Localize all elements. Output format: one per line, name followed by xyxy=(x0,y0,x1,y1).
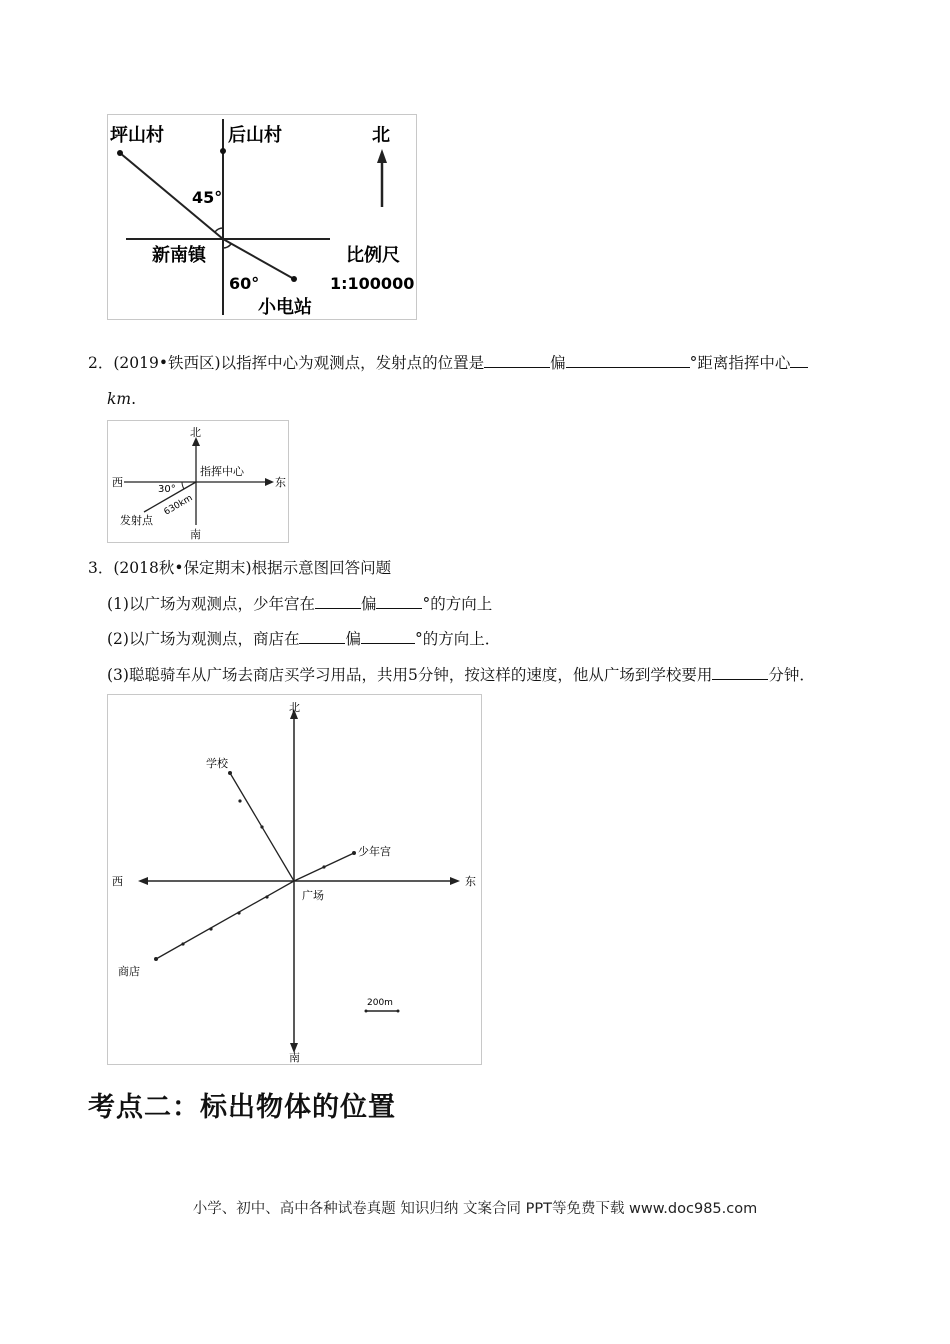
figure-launch-map xyxy=(107,420,289,543)
pingshan-point xyxy=(117,150,123,156)
figure-square-map xyxy=(107,694,482,1065)
question-3-part-2 xyxy=(107,628,500,649)
houshan-point xyxy=(220,148,226,154)
q3-source: (2018秋•保定期末) xyxy=(113,559,252,577)
q2-end: . xyxy=(131,390,137,408)
label-scale-title: 比例尺 xyxy=(346,245,400,266)
q3-2-blank-angle[interactable] xyxy=(361,628,415,644)
q3-1-b: 偏 xyxy=(360,595,377,613)
question-3 xyxy=(88,558,391,578)
q2-blank-distance[interactable] xyxy=(790,352,808,368)
f2-angle: 30° xyxy=(158,484,176,495)
q3-1-blank-angle[interactable] xyxy=(376,593,422,609)
f2-center: 指挥中心 xyxy=(200,465,244,478)
q3-number: 3． xyxy=(88,559,114,577)
q3-2-c: °的方向上． xyxy=(414,630,501,648)
q2-blank-angle[interactable] xyxy=(566,352,690,368)
f3-north: 北 xyxy=(289,701,300,714)
f3-east: 东 xyxy=(465,875,476,888)
f3-school: 学校 xyxy=(206,757,228,770)
q2-number: 2． xyxy=(88,354,114,372)
f2-west: 西 xyxy=(112,476,123,489)
f2-north: 北 xyxy=(190,426,201,439)
question-3-part-3 xyxy=(107,664,815,685)
q3-2-b: 偏 xyxy=(345,630,361,648)
label-xinnan: 新南镇 xyxy=(152,245,206,266)
question-2-unit-line xyxy=(107,389,136,409)
q2-text-c: °距离指挥中心 xyxy=(689,354,791,372)
f2-south: 南 xyxy=(190,528,201,541)
q2-text-b: 偏 xyxy=(550,354,566,372)
f3-scale: 200m xyxy=(367,998,393,1008)
q3-3-a: (3)聪聪骑车从广场去商店买学习用品，共用5分钟，按这样的速度，他从广场到学校要用 xyxy=(107,666,713,684)
label-station: 小电站 xyxy=(258,297,312,318)
station-point xyxy=(291,276,297,282)
q3-1-blank-direction[interactable] xyxy=(315,593,361,609)
f2-distance: 630km xyxy=(162,493,195,518)
q2-blank-direction[interactable] xyxy=(484,352,550,368)
f2-launch: 发射点 xyxy=(120,514,153,527)
q2-text-a: 以指挥中心为观测点，发射点的位置是 xyxy=(220,354,485,372)
label-angle-60: 60° xyxy=(229,274,260,293)
label-pingshan: 坪山村 xyxy=(110,125,164,146)
q3-1-c: °的方向上 xyxy=(422,595,493,613)
question-2 xyxy=(88,352,808,373)
q3-2-blank-direction[interactable] xyxy=(299,628,345,644)
line-to-shop xyxy=(156,881,294,959)
q3-2-a: (2)以广场为观测点，商店在 xyxy=(107,630,300,648)
f2-east: 东 xyxy=(275,476,286,489)
f3-youth-palace: 少年宫 xyxy=(358,845,391,858)
q3-1-a: (1)以广场为观测点，少年宫在 xyxy=(107,595,315,613)
footer-text: 小学、初中、高中各种试卷真题 知识归纳 文案合同 PPT等免费下载 www.doc985.com xyxy=(192,1201,758,1217)
label-houshan: 后山村 xyxy=(228,125,282,146)
label-north: 北 xyxy=(372,125,390,146)
f3-square: 广场 xyxy=(302,889,324,902)
question-3-part-1 xyxy=(107,593,492,614)
figure-map-xinnan xyxy=(107,114,417,320)
q3-3-b: 分钟． xyxy=(768,666,815,684)
q2-unit: km xyxy=(107,390,132,408)
f3-shop: 商店 xyxy=(118,965,140,978)
q3-3-blank-minutes[interactable] xyxy=(712,664,768,680)
label-scale-value: 1:100000 xyxy=(330,274,415,293)
label-angle-45: 45° xyxy=(192,188,223,207)
f3-west: 西 xyxy=(112,875,123,888)
q3-prompt: 根据示意图回答问题 xyxy=(251,559,392,577)
f3-south: 南 xyxy=(289,1051,300,1064)
section-heading: 考点二：标出物体的位置 xyxy=(88,1092,396,1123)
line-to-station xyxy=(223,239,294,279)
q2-source: (2019•铁西区) xyxy=(113,354,221,372)
